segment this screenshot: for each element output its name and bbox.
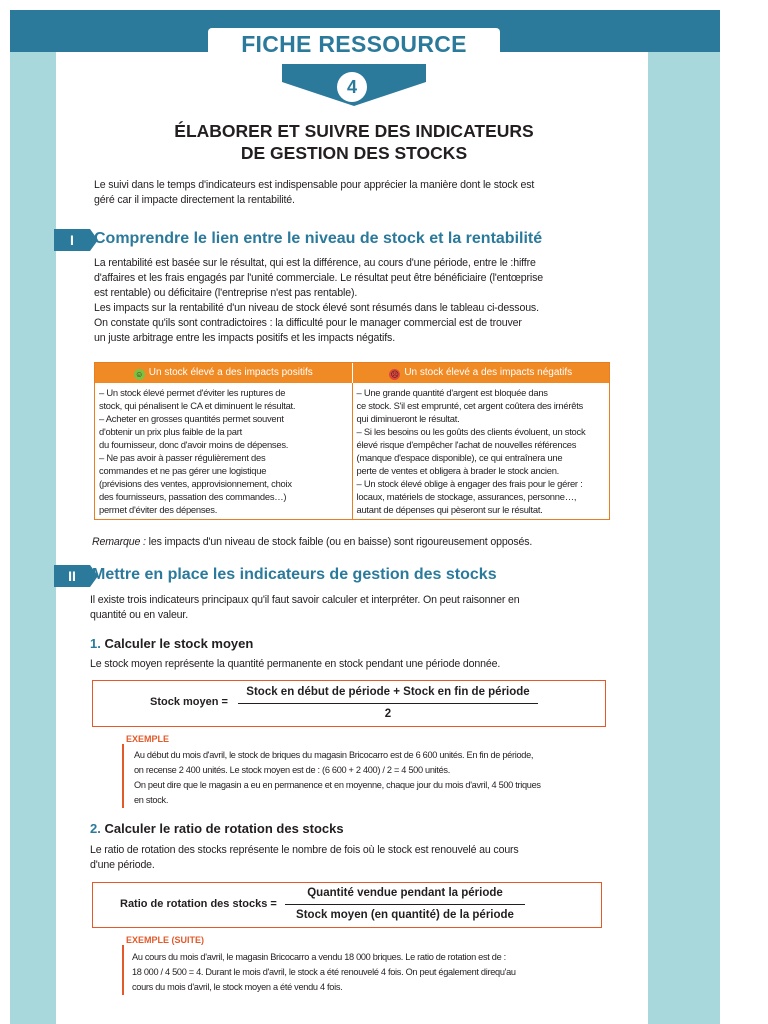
subsection-2-number: 2. — [90, 821, 101, 836]
stock-moyen-formula — [92, 680, 606, 727]
remark-label: Remarque : — [92, 536, 146, 548]
positive-impacts-label: Un stock élevé a des impacts positifs — [148, 367, 313, 378]
paragraph-line: Les impacts sur la rentabilité d'un niveau de stock élevé sont résumés dans le tableau ci-dessous. — [94, 302, 539, 314]
positive-impacts-cell — [95, 383, 353, 519]
table-line: ce stock. S'il est emprunté, cet argent coûtera des irnérêts — [356, 400, 583, 411]
example-label: EXEMPLE — [126, 734, 170, 744]
table-line: qui diminueront le résultat. — [356, 413, 460, 424]
paragraph-line: d'une période. — [90, 859, 155, 871]
fiche-number: 4 — [337, 72, 367, 102]
section-1-title: Comprendre le lien entre le niveau de stock et la rentabilité — [94, 230, 543, 247]
formula-denominator: Stock moyen (en quantité) de la période — [296, 909, 514, 921]
negative-impacts-header — [353, 363, 610, 383]
intro-line: géré car il impacte directement la rentabilité. — [94, 194, 295, 206]
table-line: (manque d'espace disponible), ce qui entraînera une — [356, 452, 563, 463]
paragraph-line: Il existe trois indicateurs principaux qu'il faut savoir calculer et interpréter. On peut raisonner en — [90, 594, 520, 606]
table-line: autant de dépenses qui pèseront sur le résultat. — [356, 504, 543, 515]
intro-paragraph — [94, 178, 614, 208]
table-line: – Une grande quantité d'argent est bloquée dans — [356, 387, 548, 398]
example-bar — [122, 945, 124, 995]
example-line: On peut dire que le magasin a eu en permanence et en moyenne, chaque jour du mois d'avril, 4 500 triques — [134, 780, 541, 790]
example-line: Au début du mois d'avril, le stock de briques du magasin Bricocarro est de 6 600 unités. En fin de période, — [134, 750, 534, 760]
example-line: on recense 2 400 unités. Le stock moyen est de : (6 600 + 2 400) / 2 = 4 500 unités. — [134, 765, 450, 775]
page-title — [120, 120, 588, 164]
example-line: Au cours du mois d'avril, le magasin Bricocarro a vendu 18 000 briques. Le ratio de rotation est de : — [132, 952, 506, 962]
subsection-2-title — [90, 821, 344, 836]
table-line: locaux, matériels de stockage, assurances, personne…, — [356, 491, 577, 502]
subsection-2-label: Calculer le ratio de rotation des stocks — [104, 821, 344, 836]
subsection-2-description — [90, 843, 618, 873]
example-bar — [122, 744, 124, 808]
subsection-1-number: 1. — [90, 636, 101, 651]
table-line: du fournisseur, donc d'avoir moins de dépenses. — [99, 439, 289, 450]
paragraph-line: quantité ou en valeur. — [90, 609, 189, 621]
paragraph-line: d'affaires et les frais engagés par l'unité commerciale. Le résultat peut être bénéficiaire (l'entœprise — [94, 272, 543, 284]
paragraph-line: Le ratio de rotation des stocks représente le nombre de fois où le stock est renouvelé au cours — [90, 844, 519, 856]
page-title-line1: ÉLABORER ET SUIVRE DES INDICATEURS — [174, 121, 534, 141]
table-line: des fournisseurs, passation des commandes…) — [99, 491, 287, 502]
table-line: d'obtenir un prix plus faible de la part — [99, 426, 242, 437]
paragraph-line: La rentabilité est basée sur le résultat, qui est la différence, au cours d'une période, entre le :hiffre — [94, 257, 536, 269]
table-line: permet d'éviter des dépenses. — [99, 504, 218, 515]
formula-numerator: Stock en début de période + Stock en fin de période — [246, 686, 530, 698]
example-line: en stock. — [134, 795, 169, 805]
table-line: élevé risque d'empêcher l'achat de nouvelles références — [356, 439, 577, 450]
example-continued-label: EXEMPLE (SUITE) — [126, 935, 205, 945]
table-line: – Acheter en grosses quantités permet souvent — [99, 413, 284, 424]
table-line: – Un stock élevé oblige à engager des frais pour le gérer : — [356, 478, 583, 489]
section-2-title: Mettre en place les indicateurs de gestion des stocks — [92, 566, 497, 583]
impacts-table — [94, 362, 610, 520]
remark-text: les impacts d'un niveau de stock faible (ou en baisse) sont rigoureusement opposés. — [145, 536, 533, 548]
impacts-table-body — [95, 383, 609, 519]
example-line: cours du mois d'avril, le stock moyen a été vendu 4 fois. — [132, 982, 343, 992]
formula-numerator: Quantité vendue pendant la période — [307, 887, 503, 899]
happy-face-icon: ☺ — [135, 370, 144, 379]
section-1-marker: I — [54, 229, 90, 251]
table-line: stock, qui pénalisent le CA et diminuent le résultat. — [99, 400, 296, 411]
page-title-line2: DE GESTION DES STOCKS — [240, 143, 468, 163]
sad-face-icon: ☹ — [390, 370, 399, 379]
formula-label: Stock moyen = — [150, 696, 228, 708]
formula-label: Ratio de rotation des stocks = — [120, 898, 277, 910]
ratio-rotation-formula — [92, 882, 602, 928]
negative-impacts-label: Un stock élevé a des impacts négatifs — [404, 367, 573, 378]
formula-denominator: 2 — [384, 708, 392, 720]
example-text — [134, 748, 618, 808]
impacts-table-header — [95, 363, 609, 383]
negative-impacts-cell — [353, 383, 610, 519]
section-1-paragraph — [94, 256, 614, 346]
subsection-1-title — [90, 636, 253, 651]
subsection-1-description: Le stock moyen représente la quantité permanente en stock pendant une période donnée. — [90, 658, 501, 670]
table-line: (prévisions des ventes, approvisionnement, choix — [99, 478, 292, 489]
table-line: – Si les besoins ou les goûts des clients évoluent, un stock — [356, 426, 586, 437]
left-teal-margin — [10, 30, 56, 1024]
example-line: 18 000 / 4 500 = 4. Durant le mois d'avril, le stock a été renouvelé 4 fois. On peut également direqu'au — [132, 967, 516, 977]
section-2-marker: II — [54, 565, 90, 587]
table-line: – Un stock élevé permet d'éviter les ruptures de — [99, 387, 286, 398]
paragraph-line: un juste arbitrage entre les impacts positifs et les impacts négatifs. — [94, 332, 395, 344]
intro-line: Le suivi dans le temps d'indicateurs est indispensable pour apprécier la manière dont le stock est — [94, 179, 535, 191]
fraction-line — [285, 904, 525, 905]
fiche-title: FICHE RESSOURCE — [241, 31, 467, 57]
fraction-line — [238, 703, 538, 704]
example-continued-text — [132, 950, 618, 995]
table-line: perte de ventes et obligera à brader le stock ancien. — [356, 465, 560, 476]
section-2-intro — [90, 593, 618, 623]
remark — [92, 535, 622, 550]
table-line: commandes et ne pas gérer une logistique — [99, 465, 267, 476]
subsection-1-label: Calculer le stock moyen — [104, 636, 254, 651]
right-teal-margin — [648, 30, 720, 1024]
paragraph-line: est rentable) ou déficitaire (l'entreprise n'est pas rentable). — [94, 287, 358, 299]
table-line: – Ne pas avoir à passer régulièrement des — [99, 452, 266, 463]
paragraph-line: On constate qu'ils sont contradictoires : la difficulté pour le manager commercial est de trouver — [94, 317, 522, 329]
positive-impacts-header — [95, 363, 353, 383]
